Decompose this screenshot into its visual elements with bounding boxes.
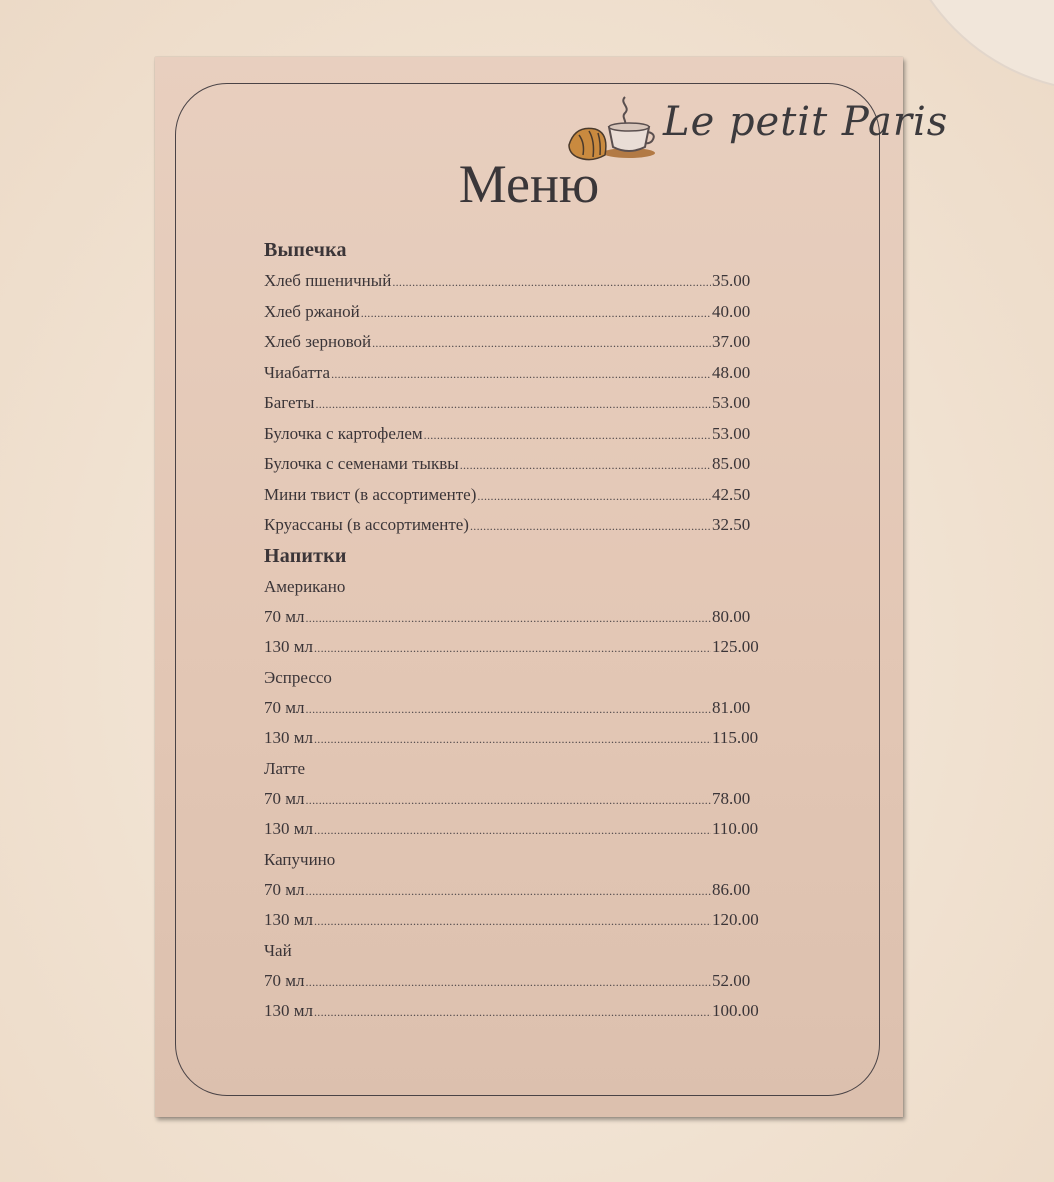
dot-leader: [314, 633, 711, 664]
menu-item: [264, 297, 764, 328]
drink-name: Латте: [264, 758, 306, 778]
menu-item: [264, 266, 764, 297]
size-label: 70 мл: [264, 970, 305, 990]
item-price: 40.00: [712, 301, 751, 321]
drink-size-row: [264, 966, 764, 997]
item-name: Чиабатта: [264, 362, 331, 382]
size-label: 70 мл: [264, 788, 305, 808]
item-price: 37.00: [712, 332, 751, 351]
item-name: Мини твист (в ассортименте): [264, 484, 477, 504]
dot-leader: [477, 481, 711, 512]
size-label: 70 мл: [264, 697, 305, 717]
dot-leader: [424, 420, 711, 451]
drink-size-row: [264, 875, 764, 906]
drink-size-row: [264, 996, 764, 1027]
item-price: 78.00: [712, 788, 751, 808]
menu-list: [264, 235, 764, 1027]
drink-size-row: [264, 723, 764, 754]
item-price: 48.00: [712, 362, 751, 382]
drink-name: Чай: [264, 940, 292, 960]
item-price: 80.00: [712, 606, 751, 626]
size-label: 130 мл: [264, 910, 313, 929]
item-name: Хлеб ржаной: [264, 301, 360, 321]
item-price: 100.00: [712, 1001, 759, 1020]
dot-leader: [314, 724, 711, 755]
drink-size-row: [264, 693, 764, 724]
page-title: Меню: [458, 154, 600, 214]
dot-leader: [392, 267, 711, 298]
section-heading-bakery: Выпечка: [264, 239, 347, 261]
item-price: 42.50: [712, 484, 751, 504]
dot-leader: [306, 967, 712, 998]
section-heading-drinks: Напитки: [264, 544, 347, 567]
dot-leader: [470, 511, 711, 542]
menu-item: [264, 388, 764, 419]
item-name: Хлеб пшеничный: [264, 271, 392, 290]
drink-size-row: [264, 905, 764, 936]
dot-leader: [306, 694, 712, 725]
size-label: 130 мл: [264, 637, 313, 656]
size-label: 70 мл: [264, 606, 305, 626]
size-label: 130 мл: [264, 819, 313, 838]
item-price: 115.00: [712, 728, 759, 747]
dot-leader: [314, 997, 711, 1028]
size-label: 130 мл: [264, 1001, 313, 1020]
menu-item: [264, 449, 764, 480]
item-price: 85.00: [712, 454, 751, 473]
size-label: 130 мл: [264, 728, 313, 747]
dot-leader: [314, 815, 711, 846]
item-price: 53.00: [712, 423, 751, 443]
brand-name: Le petit Paris: [663, 99, 949, 145]
item-price: 81.00: [712, 697, 751, 717]
item-price: 86.00: [712, 879, 751, 899]
menu-item: [264, 419, 764, 450]
menu-item: [264, 510, 764, 541]
drink-name: Американо: [264, 576, 346, 596]
drink-size-row: [264, 632, 764, 663]
item-price: 52.00: [712, 970, 751, 990]
item-price: 120.00: [712, 910, 759, 929]
dot-leader: [306, 785, 712, 816]
dot-leader: [361, 298, 711, 329]
menu-item: [264, 480, 764, 511]
drink-name: Капучино: [264, 849, 336, 869]
dot-leader: [331, 359, 711, 390]
dot-leader: [372, 328, 711, 359]
background-corner-curve: [894, 0, 1054, 90]
drink-size-row: [264, 784, 764, 815]
item-price: 35.00: [712, 271, 751, 290]
menu-item: [264, 358, 764, 389]
size-label: 70 мл: [264, 879, 305, 899]
drink-size-row: [264, 814, 764, 845]
item-price: 110.00: [712, 819, 759, 838]
item-price: 53.00: [712, 393, 751, 412]
dot-leader: [460, 450, 711, 481]
menu-item: [264, 327, 764, 358]
drink-name: Эспрессо: [264, 667, 332, 687]
dot-leader: [306, 876, 712, 907]
menu-sheet: [155, 57, 949, 1117]
item-name: Круассаны (в ассортименте): [264, 515, 469, 534]
item-name: Хлеб зерновой: [264, 332, 372, 351]
item-price: 32.50: [712, 515, 751, 534]
item-name: Булочка с семенами тыквы: [264, 454, 459, 473]
dot-leader: [315, 389, 711, 420]
dot-leader: [306, 603, 712, 634]
dot-leader: [314, 906, 711, 937]
drink-size-row: [264, 602, 764, 633]
item-price: 125.00: [712, 637, 759, 656]
item-name: Булочка с картофелем: [264, 423, 423, 443]
item-name: Багеты: [264, 393, 315, 412]
